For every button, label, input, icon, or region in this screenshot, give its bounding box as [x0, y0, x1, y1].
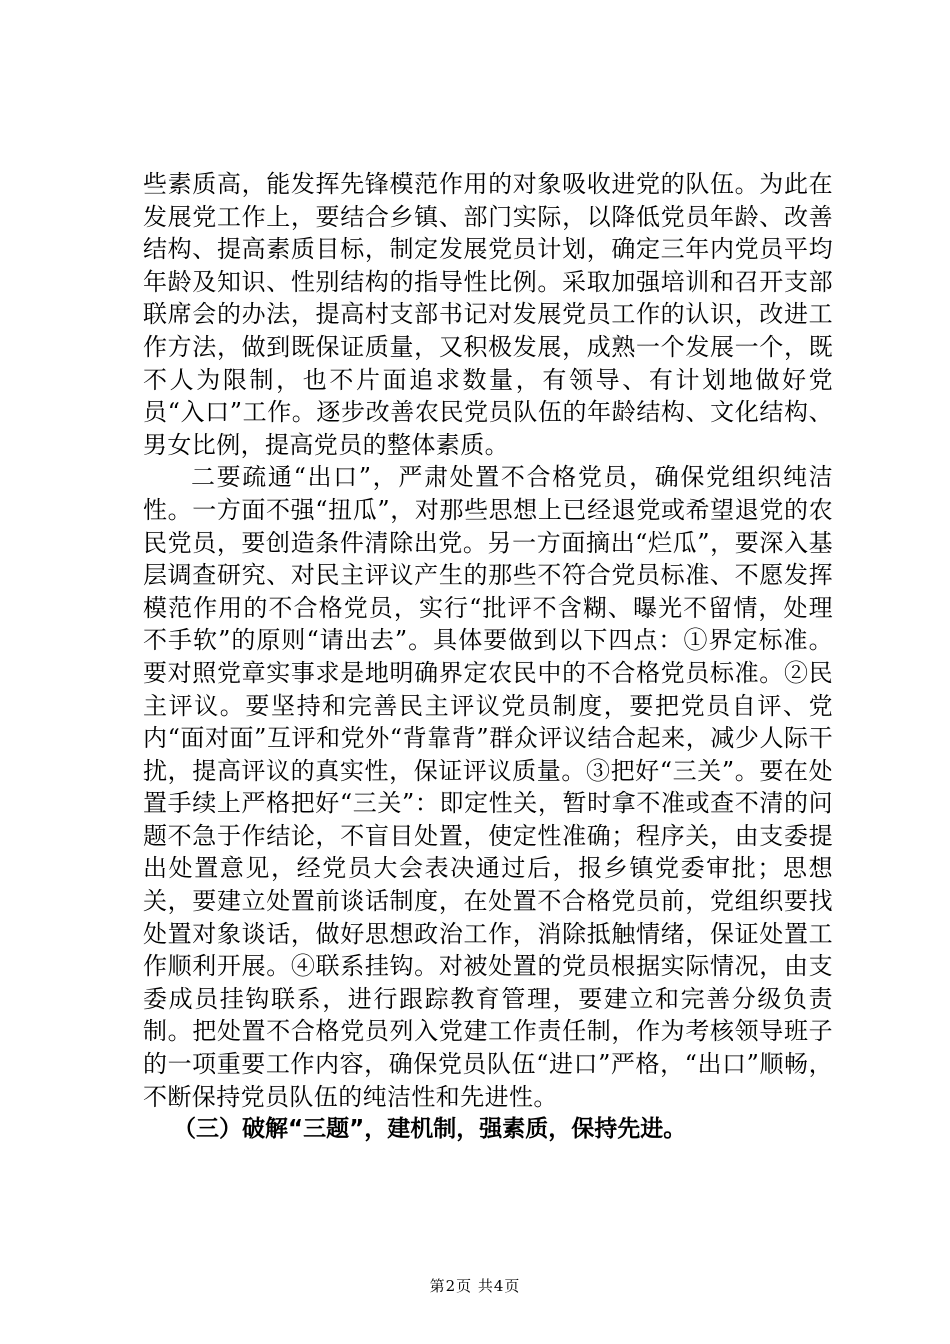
body-paragraph-2: 二要疏通“出口”，严肃处置不合格党员，确保党组织纯洁性。一方面不强“扭瓜”，对那些思想上已经退党或希望退党的农民党员，要创造条件清除出党。另一方面摘出“烂瓜”，要深入基层调查研究、对民主评议产生的那些不符合党员标准、不愿发挥模范作用的不合格党员，实行“批评不含糊、曝光不留情，处理不手软”的原则“请出去”。具体要做到以下四点：①界定标准。要对照党章实事求是地明确界定农民中的不合格党员标准。②民主评议。要坚持和完善民主评议党员制度，要把党员自评、党内“面对面”互评和党外“背靠背”群众评议结合起来，减少人际干扰，提高评议的真实性，保证评议质量。③把好“三关”。要在处置手续上严格把好“三关”：即定性关，暂时拿不准或查不清的问题不急于作结论，不盲目处置，使定性准确；程序关，由支委提出处置意见，经党员大会表决通过后，报乡镇党委审批；思想关，要建立处置前谈话制度，在处置不合格党员前，党组织要找处置对象谈话，做好思想政治工作，消除抵触情绪，保证处置工作顺利开展。④联系挂钩。对被处置的党员根据实际情况，由支委成员挂钩联系，进行跟踪教育管理，要建立和完善分级负责制。把处置不合格党员列入党建工作责任制，作为考核领导班子的一项重要工作内容，确保党员队伍“进口”严格，“出口”顺畅，不断保持党员队伍的纯洁性和先进性。 — [143, 463, 833, 1111]
document-body — [143, 168, 833, 1146]
body-paragraph-1: 些素质高，能发挥先锋模范作用的对象吸收进党的队伍。为此在发展党工作上，要结合乡镇、部门实际，以降低党员年龄、改善结构、提高素质目标，制定发展党员计划，确定三年内党员平均年龄及知识、性别结构的指导性比例。采取加强培训和召开支部联席会的办法，提高村支部书记对发展党员工作的认识，改进工作方法，做到既保证质量，又积极发展，成熟一个发展一个，既不人为限制，也不片面追求数量，有领导、有计划地做好党员“入口”工作。逐步改善农民党员队伍的年龄结构、文化结构、男女比例，提高党员的整体素质。 — [143, 170, 833, 459]
page-footer — [0, 1276, 950, 1296]
page-number-label: 第2页 共4页 — [429, 1277, 521, 1295]
section-heading: （三）破解“三题”，建机制，强素质，保持先进。 — [173, 1116, 687, 1143]
